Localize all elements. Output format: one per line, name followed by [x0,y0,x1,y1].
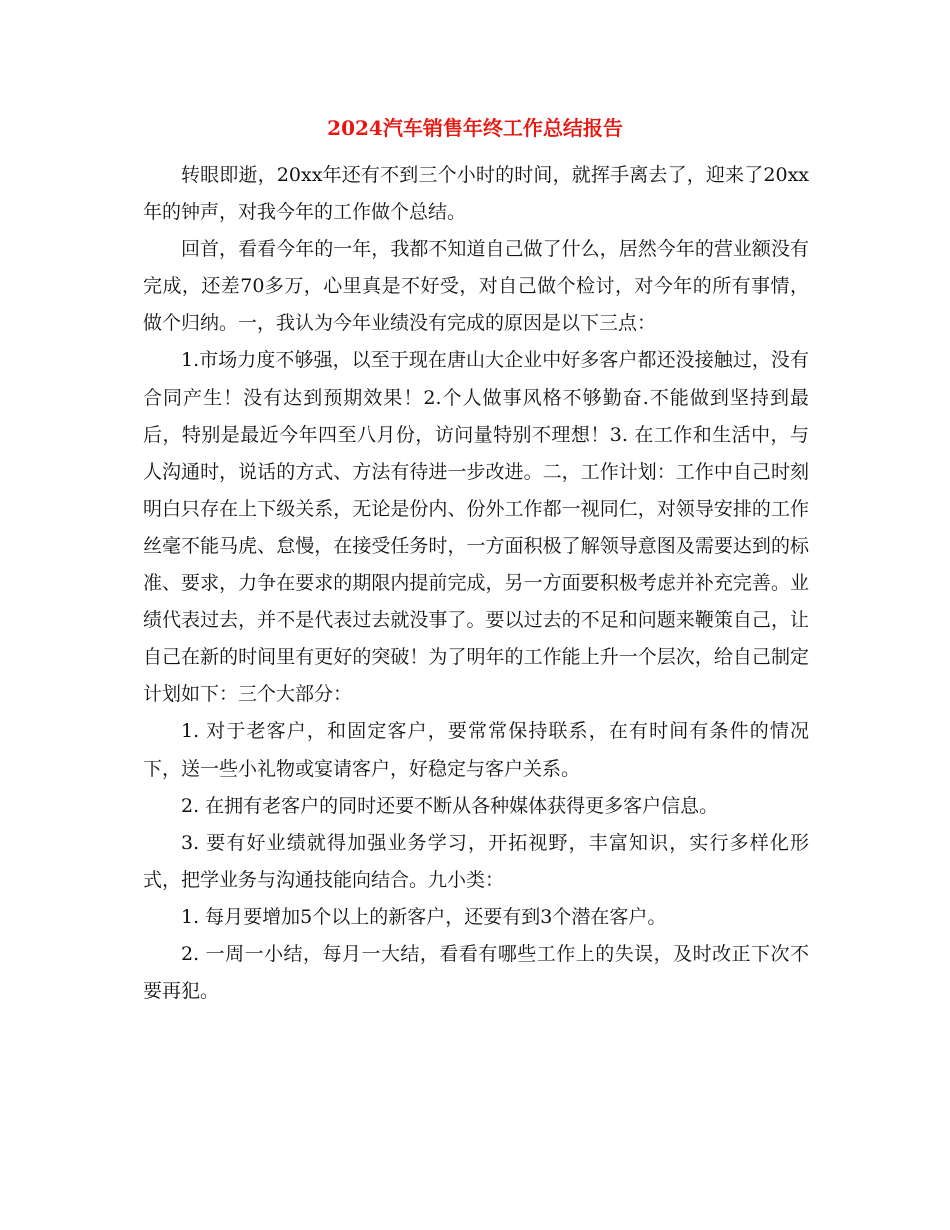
paragraph: 回首，看看今年的一年，我都不知道自己做了什么，居然今年的营业额没有完成，还差70多万，心里真是不好受，对自己做个检讨，对今年的所有事情，做个归纳。一，我认为今年业绩没有完成的原因是以下三点： [143,238,809,335]
paragraph: 2. 在拥有老客户的同时还要不断从各种媒体获得更多客户信息。 [181,794,719,817]
paragraph: 2. 一周一小结，每月一大结，看看有哪些工作上的失误，及时改正下次不要再犯。 [143,942,809,1003]
document-title: 2024汽车销售年终工作总结报告 [327,116,623,140]
paragraph: 转眼即逝，20xx年还有不到三个小时的时间，就挥手离去了，迎来了20xx年的钟声，对我今年的工作做个总结。 [143,164,809,224]
paragraph: 1. 每月要增加5个以上的新客户，还要有到3个潜在客户。 [181,905,667,928]
document-body [143,157,809,1010]
paragraph: 1. 对于老客户，和固定客户，要常常保持联系，在有时间有条件的情况下，送一些小礼物或宴请客户，好稳定与客户关系。 [143,720,809,780]
paragraph: 3. 要有好业绩就得加强业务学习，开拓视野，丰富知识，实行多样化形式，把学业务与沟通技能向结合。九小类： [143,831,809,891]
paragraph: 1.市场力度不够强，以至于现在唐山大企业中好多客户都还没接触过，没有合同产生！没有达到预期效果！2.个人做事风格不够勤奋.不能做到坚持到最后，特别是最近今年四至八月份，访问量特别不理想！3. 在工作和生活中，与人沟通时，说话的方式、方法有待进一步改进。二，工作计划：工作中自己时刻明白只存在上下级关系，无论是份内、份外工作都一视同仁，对领导安排的工作丝毫不能马虎、怠慢，在接受任务时，一方面积极了解领导意图及需要达到的标准、要求，力争在要求的期限内提前完成，另一方面要积极考虑并补充完善。业绩代表过去，并不是代表过去就没事了。要以过去的不足和问题来鞭策自己，让自己在新的时间里有更好的突破！为了明年的工作能上升一个层次，给自己制定计划如下：三个大部分： [143,349,809,706]
